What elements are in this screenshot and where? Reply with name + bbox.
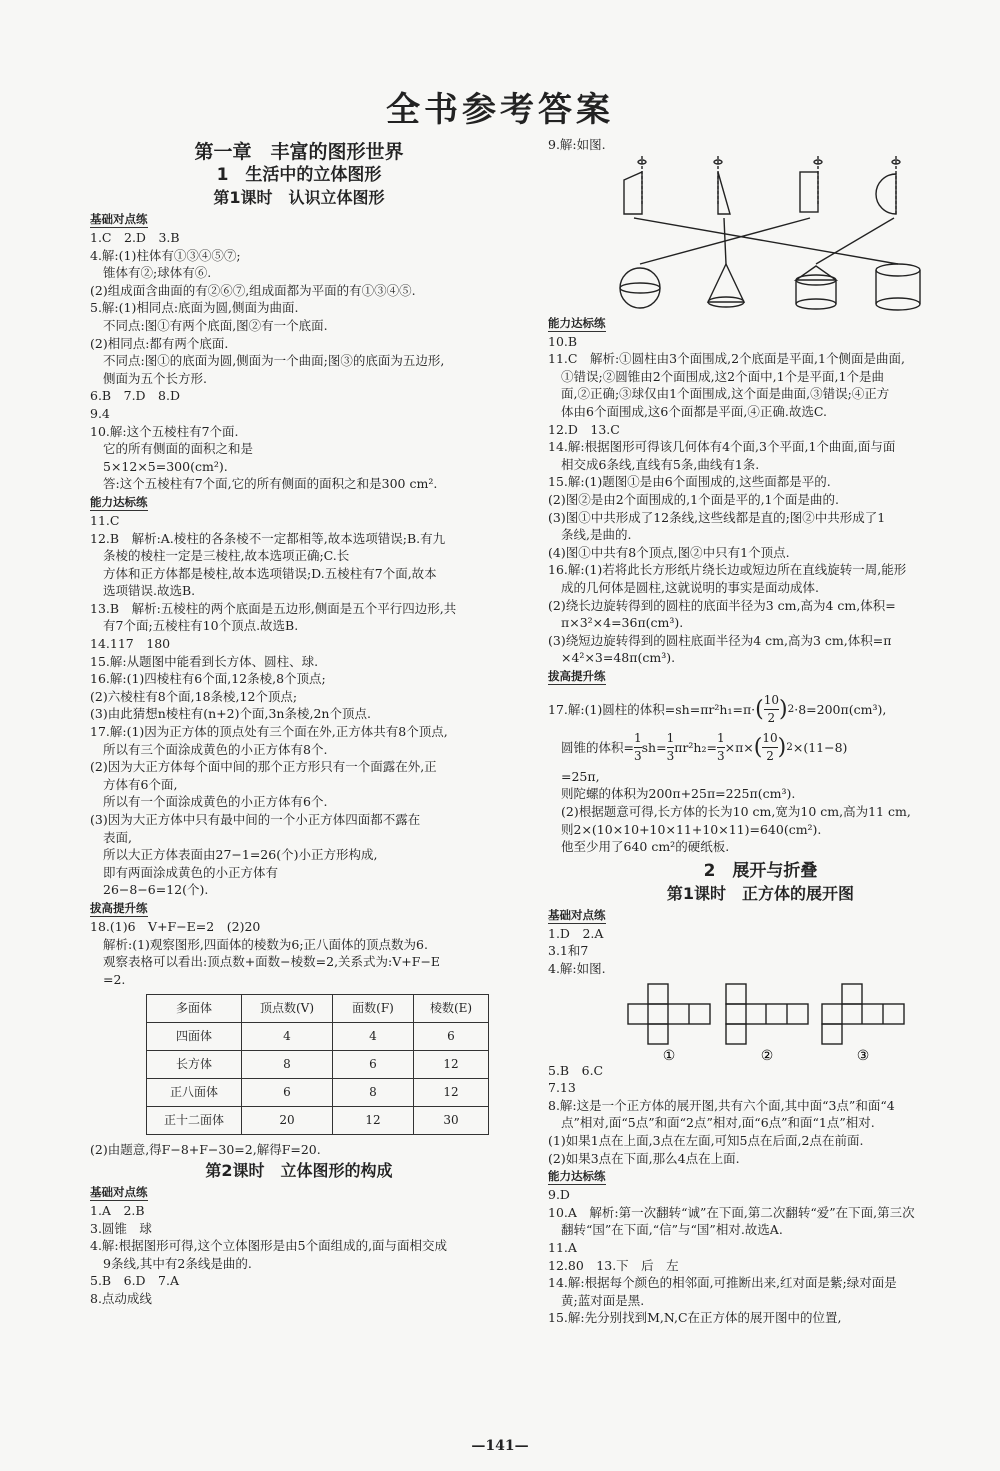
table-cell: 8 [333,1079,414,1107]
answer-line: 条棱的棱柱一定是三棱柱,故本选项正确;C.长 [103,548,350,564]
answer-line: 5.解:(1)相同点:底面为圆,侧面为曲面. [90,300,299,316]
paren-fraction: ( $\frac{10}{2}$ ) [754,730,786,766]
table-cell: 12 [414,1051,489,1079]
answer-line: =25π, [561,768,600,784]
answer-line: (1)如果1点在上面,3点在左面,可知5点在后面,2点在前面. [548,1133,864,1148]
answer-line: 它的所有侧面的面积之和是 [103,441,254,457]
answer-line: (3)因为大正方体中只有最中间的一个小正方体四面都不露在 [90,812,421,827]
answer-line: 4.解:如图. [548,961,606,977]
formula-text: ×(11−8) [792,740,848,756]
answer-line: 15.解:先分别找到M,N,C在正方体的展开图中的位置, [548,1310,842,1326]
answer-line: 则陀螺的体积为200π+25π=225π(cm³). [561,786,796,802]
answer-line: 11.A [548,1239,577,1255]
basic-practice-tag: 基础对点练 [90,1184,148,1199]
answer-line: 16.解:(1)四棱柱有6个面,12条棱,8个顶点; [90,671,326,687]
answer-line: 不同点:图①有两个底面,图②有一个底面. [103,317,328,333]
answer-line: 18.(1)6 V+F−E=2 (2)20 [90,918,261,934]
answer-line: 26−8−6=12(个). [103,882,209,898]
formula-text: ·8=200π(cm³), [794,702,887,718]
answer-line: 9.D [548,1187,570,1203]
answers-block [548,333,973,667]
basic-practice-tag: 基础对点练 [90,212,148,226]
answer-line: 15.解:(1)题图①是由6个面围成的,这些面都是平的. [548,474,831,490]
answers-block [90,918,508,988]
answer-line: 14.解:根据图形可得该几何体有4个面,3个平面,1个曲面,面与面 [548,439,896,455]
answers-block [90,229,508,493]
answer-line: 8.点动成线 [90,1290,152,1306]
table-header-row [147,995,489,1023]
section-heading: 2 展开与折叠 [703,860,818,881]
section-heading: 1 生活中的立体图形 [216,165,382,185]
fraction-numerator: 1 [717,730,725,749]
table-cell: 6 [333,1051,414,1079]
answer-line: 5.B 6.D 7.A [90,1273,180,1289]
answers-block [90,1141,508,1159]
answer-line: ①错误;②圆锥由2个面围成,这2个面中,1个是平面,1个是曲 [561,368,884,384]
answer-line: (2)六棱柱有8个面,18条棱,12个顶点; [90,688,298,704]
answer-line: 3.1和7 [548,943,589,959]
answer-line: 16.解:(1)若将此长方形纸片绕长边或短边所在直线旋转一周,能形 [548,562,907,578]
exponent: 2 [786,741,793,754]
answer-line: (2)图②是由2个面围成的,1个面是平的,1个面是曲的. [548,491,839,507]
formula-line [548,728,973,768]
answer-line: 13.B 解析:五棱柱的两个底面是五边形,侧面是五个平行四边形,共 [90,600,457,616]
answers-block [548,925,973,978]
table-header-cell: 棱数(E) [414,995,489,1023]
answer-line: 方体和正方体都是棱柱,故本选项错误;D.五棱柱有7个面,故本 [103,565,437,581]
answer-line: 答:这个五棱柱有7个面,它的所有侧面的面积之和是300 cm². [103,476,438,492]
answer-line: 翻转“国”在下面,“信”与“国”相对.故选A. [561,1222,783,1238]
answer-line: (2)绕长边旋转得到的圆柱的底面半径为3 cm,高为4 cm,体积= [548,597,896,613]
answer-line: 选项错误.故选B. [103,583,196,599]
answer-line: 10.B [548,333,578,349]
table-row [147,1023,489,1051]
fraction-denominator: 2 [766,749,774,764]
answer-line: 所以有三个面涂成黄色的小正方体有8个. [103,741,328,757]
formula-text: ×π× [724,740,754,756]
cube-nets-figure [548,978,968,1062]
answers-block [548,768,973,856]
answer-line: (3)绕短边旋转得到的圆柱底面半径为4 cm,高为3 cm,体积=π [548,632,892,648]
answer-line: 14.117 180 [90,636,171,652]
answer-line: 点”相对,面“5点”和面“2点”相对,面“6点”和面“1点”相对. [561,1115,875,1131]
answer-line: 不同点:图①的底面为圆,侧面为一个曲面;图③的底面为五边形, [103,353,445,369]
polyhedron-table [146,994,489,1135]
answer-line: 9.解:如图. [548,137,606,152]
answer-line: 则2×(10×10+10×11+10×11)=640(cm²). [561,821,822,837]
answer-line: 所以有一个面涂成黄色的小正方体有6个. [103,794,328,810]
answer-line: 成的几何体是圆柱,这就说明的事实是面动成体. [561,579,819,595]
answers-block [90,512,508,899]
table-header-cell: 顶点数(V) [242,995,333,1023]
table-row [147,1079,489,1107]
table-header-cell: 多面体 [147,995,242,1023]
table-cell: 8 [242,1051,333,1079]
answer-line: =2. [103,971,126,987]
fraction-denominator: 3 [633,749,642,764]
answers-block [548,1186,973,1327]
chapter-heading: 第一章 丰富的图形世界 [194,141,404,163]
answer-line: 5×12×5=300(cm²). [103,458,228,474]
table-cell: 6 [242,1079,333,1107]
net-label: ② [760,1047,774,1062]
answer-line: 11.C [90,512,120,528]
lesson-heading: 第1课时 认识立体图形 [213,188,385,207]
answer-line: (4)图①中共有8个顶点,图②中只有1个顶点. [548,544,790,560]
answer-line: 5.B 6.C [548,1062,604,1078]
answer-line: 体由6个面围成,这6个面都是平面,④正确.故选C. [561,403,827,419]
answer-line: 14.解:根据每个颜色的相邻面,可推断出来,红对面是紫;绿对面是 [548,1275,897,1291]
answer-line: 9条线,其中有2条线是曲的. [103,1255,252,1271]
answer-line: (2)如果3点在下面,那么4点在上面. [548,1150,740,1166]
answer-line: 8.解:这是一个正方体的展开图,共有六个面,其中面“3点”和面“4 [548,1097,895,1113]
answer-line: 条线,是曲的. [561,527,632,543]
formula-text: 17.解:(1)圆柱的体积=sh=πr²h₁=π· [548,702,756,718]
basic-practice-tag: 基础对点练 [548,907,606,922]
answer-line: 9.4 [90,405,110,421]
exponent: 2 [787,703,795,716]
answer-line: (2)相同点:都有两个底面. [90,335,229,351]
answer-line: 10.A 解析:第一次翻转“诚”在下面,第二次翻转“爱”在下面,第三次 [548,1204,915,1220]
answer-line: 黄;蓝对面是黑. [561,1292,645,1308]
lesson-heading: 第2课时 立体图形的构成 [205,1160,393,1180]
table-header-cell: 面数(F) [333,995,414,1023]
table-cell: 12 [333,1107,414,1135]
lesson-heading: 第1课时 正方体的展开图 [666,883,855,903]
fraction-denominator: 3 [716,749,725,764]
answer-line: 观察表格可以看出:顶点数+面数−棱数=2,关系式为:V+F−E [103,954,441,970]
improve-practice-tag: 拔高提升练 [90,900,148,915]
fraction-numerator: 1 [634,730,642,749]
table-row [147,1107,489,1135]
answer-line: 锥体有②;球体有⑥. [103,265,212,281]
table-cell: 4 [242,1023,333,1051]
table-cell: 四面体 [147,1023,242,1051]
answer-line: 17.解:(1)因为正方体的顶点处有三个面在外,正方体共有8个顶点, [90,724,448,740]
fraction-numerator: 10 [762,730,777,749]
rotation-matching-figure [548,154,968,314]
table-row [147,1051,489,1079]
fraction-denominator: 2 [767,711,776,726]
answer-line: (2)由题意,得F−8+F−30=2,解得F=20. [90,1142,321,1158]
answer-line: 10.解:这个五棱柱有7个面. [90,423,239,439]
table-cell: 长方体 [147,1051,242,1079]
right-column [548,136,973,1327]
ability-practice-tag: 能力达标练 [548,315,606,330]
answer-line: 1.D 2.A [548,925,604,941]
answer-line: 1.A 2.B [90,1202,145,1218]
answer-line: 4.解:(1)柱体有①③④⑤⑦; [90,247,241,263]
answer-line: 15.解:从题图中能看到长方体、圆柱、球. [90,653,319,669]
table-cell: 4 [333,1023,414,1051]
table-cell: 20 [242,1107,333,1135]
table-cell: 正十二面体 [147,1107,242,1135]
answer-line: 有7个面;五棱柱有10个顶点.故选B. [103,618,299,634]
table-cell: 12 [414,1079,489,1107]
answer-line: (3)图①中共形成了12条线,这些线都是直的;图②中共形成了1 [548,509,886,525]
improve-practice-tag: 拔高提升练 [548,668,606,683]
answers-block [548,1062,973,1168]
page-title: 全书参考答案 [386,90,614,130]
answer-line: ×4²×3=48π(cm³). [561,650,676,666]
fraction-numerator: 10 [764,692,779,711]
answer-line: (3)由此猜想n棱柱有(n+2)个面,3n条棱,2n个顶点. [90,706,371,722]
answer-line: 方体有6个面, [103,776,178,792]
answer-line: (2)根据题意可得,长方体的长为10 cm,宽为10 cm,高为11 cm, [561,804,911,820]
answer-line: 侧面为五个长方形. [103,370,207,386]
table-cell: 正八面体 [147,1079,242,1107]
answer-line: 相交成6条线,直线有5条,曲线有1条. [561,456,760,472]
net-label: ① [662,1047,676,1062]
fraction-denominator: 3 [666,749,675,764]
fraction-numerator: 1 [667,730,675,749]
answer-line: 面,②正确;③球仅由1个面围成,这个面是曲面,③错误;④正方 [561,386,890,402]
answer-line: 12.80 13.下 后 左 [548,1257,679,1273]
ability-practice-tag: 能力达标练 [90,494,148,509]
answer-line: 12.D 13.C [548,421,620,437]
table-cell: 6 [414,1023,489,1051]
left-column [90,140,508,1308]
answer-line: π×3²×4=36π(cm³). [561,615,684,631]
page-number: —141— [471,1438,529,1454]
paren-fraction: ( $\frac{10}{2}$ ) [755,692,787,728]
table-cell: 30 [414,1107,489,1135]
answer-line: 3.圆锥 球 [90,1220,152,1236]
ability-practice-tag: 能力达标练 [548,1169,606,1184]
answer-line: 所以大正方体表面由27−1=26(个)小正方形构成, [103,847,378,863]
answer-line: 11.C 解析:①圆柱由3个面围成,2个底面是平面,1个侧面是曲面, [548,351,905,367]
answer-line: 即有两面涂成黄色的小正方体有 [103,864,279,880]
answer-line: 表面, [103,829,132,845]
net-label: ③ [856,1047,870,1062]
answer-line: 6.B 7.D 8.D [90,388,181,404]
answer-line: 7.13 [548,1080,576,1096]
answer-line: (2)组成面含曲面的有②⑥⑦,组成面都为平面的有①③④⑤. [90,282,416,298]
answer-line: 12.B 解析:A.棱柱的各条棱不一定都相等,故本选项错误;B.有九 [90,530,446,546]
formula-line [548,692,973,728]
answer-line: 4.解:根据图形可得,这个立体图形是由5个面组成的,面与面相交成 [90,1238,448,1254]
answer-line: 1.C 2.D 3.B [90,230,180,245]
formula-text: πr²h₂= [674,740,717,756]
formula-text: sh= [641,740,667,756]
formula-text: 圆锥的体积= [561,740,634,756]
answer-line: 他至少用了640 cm²的硬纸板. [561,839,730,855]
answer-line: (2)因为大正方体每个面中间的那个正方形只有一个面露在外,正 [90,759,437,775]
answer-line: 解析:(1)观察图形,四面体的棱数为6;正八面体的顶点数为6. [103,936,428,952]
answers-block [90,1202,508,1308]
